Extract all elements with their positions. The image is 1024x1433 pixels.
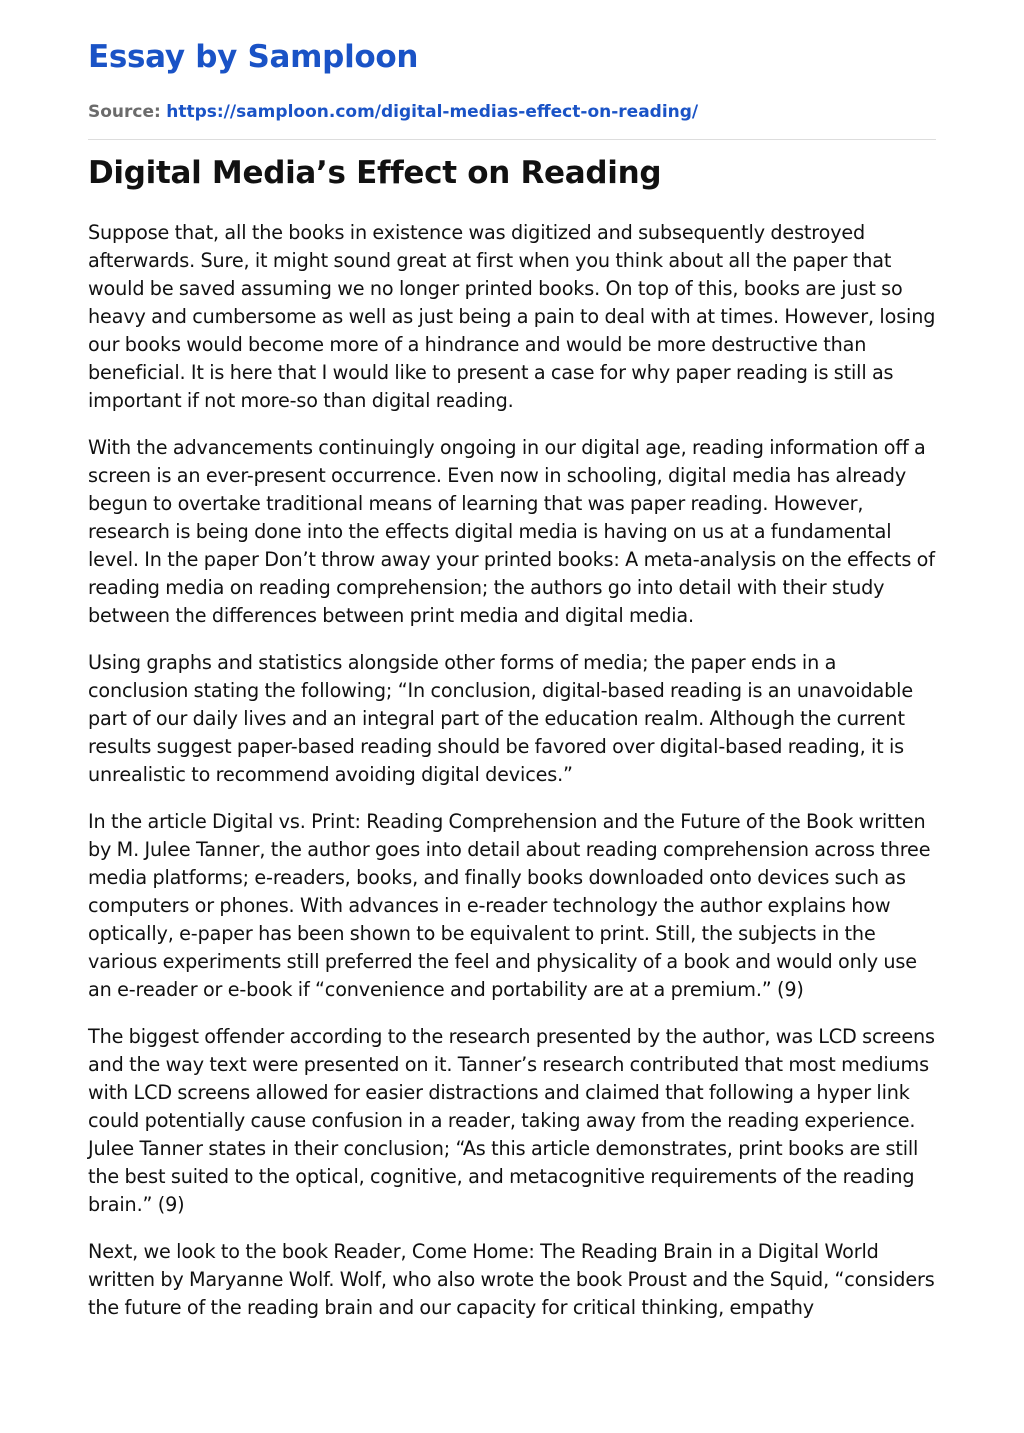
paragraph: Suppose that, all the books in existence was digitized and subsequently destroyed afterwards. Sure, it might sound great at first when you think about all the paper that would be saved assuming we no longer printed books. On top of this, books are just so heavy and cumbersome as well as just being a pain to deal with at times. However, losing our books would become more of a hindrance and would be more destructive than beneficial. It is here that I would like to present a case for why paper reading is still as important if not more-so than digital reading.	[88, 221, 936, 412]
source-line	[88, 100, 936, 124]
document-page	[88, 0, 936, 1341]
paragraph: Next, we look to the book Reader, Come Home: The Reading Brain in a Digital World written by Maryanne Wolf. Wolf, who also wrote the book Proust and the Squid, “considers the future of the reading brain and our capacity for critical thinking, empathy	[88, 1240, 935, 1319]
essay-title: Digital Media’s Effect on Reading	[88, 155, 662, 191]
paragraph: Using graphs and statistics alongside other forms of media; the paper ends in a conclusion stating the following; “In conclusion, digital-based reading is an unavoidable part of our daily lives and an integral part of the education realm. Although the current results suggest paper-based reading should be favored over digital-based reading, it is unrealistic to recommend avoiding digital devices.”	[88, 651, 913, 786]
paragraph: In the article Digital vs. Print: Reading Comprehension and the Future of the Book written by M. Julee Tanner, the author goes into detail about reading comprehension across three media platforms; e-readers, books, and finally books downloaded onto devices such as computers or phones. With advances in e-reader technology the author explains how optically, e-paper has been shown to be equivalent to print. Still, the subjects in the various experiments still preferred the feel and physicality of a book and would only use an e-reader or e-book if “convenience and portability are at a premium.” (9)	[88, 810, 931, 1001]
essay-body	[88, 219, 936, 1322]
paragraph: The biggest offender according to the research presented by the author, was LCD screens and the way text were presented on it. Tanner’s research contributed that most mediums with LCD screens allowed for easier distractions and claimed that following a hyper link could potentially cause confusion in a reader, taking away from the reading experience. Julee Tanner states in their conclusion; “As this article demonstrates, print books are still the best suited to the optical, cognitive, and metacognitive requirements of the reading brain.” (9)	[88, 1025, 935, 1216]
brand-title: Essay by Samploon	[88, 39, 419, 75]
source-link[interactable]: https://samploon.com/digital-medias-effect-on-reading/	[166, 102, 699, 122]
header-divider	[88, 139, 936, 140]
source-label: Source:	[88, 102, 161, 122]
paragraph: With the advancements continuingly ongoing in our digital age, reading information off a screen is an ever-present occurrence. Even now in schooling, digital media has already begun to overtake traditional means of learning that was paper reading. However, research is being done into the effects digital media is having on us at a fundamental level. In the paper Don’t throw away your printed books: A meta-analysis on the effects of reading media on reading comprehension; the authors go into detail with their study between the differences between print media and digital media.	[88, 436, 935, 627]
